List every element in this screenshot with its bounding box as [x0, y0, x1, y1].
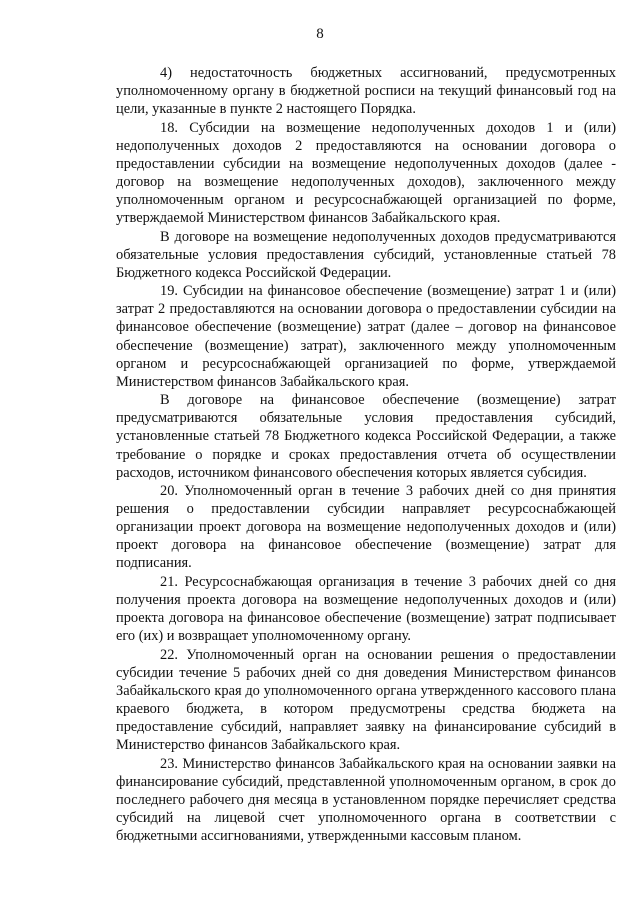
- paragraph-clause-22: 22. Уполномоченный орган на основании решения о предоставлении субсидии течение 5 рабочих дней со дня доведения Министерством финансов Забайкальского края до уполномоченного органа утвержденного кассового плана краевого бюджета, в котором предусмотрены средства бюджета на предоставление субсидий, направляет заявку на финансирование субсидий в Министерство финансов Забайкальского края.: [116, 646, 616, 754]
- paragraph-clause-19: 19. Субсидии на финансовое обеспечение (возмещение) затрат 1 и (или) затрат 2 предоставляются на основании договора о предоставлении субсидии на финансовое обеспечение (возмещение) затрат (далее – договор на финансовое обеспечение (возмещение) затрат), заключенного между уполномоченным органом и ресурсоснабжающей организацией по форме, утверждаемой Министерством финансов Забайкальского края.: [116, 283, 616, 390]
- document-body: [116, 64, 616, 846]
- paragraph-clause-18: 18. Субсидии на возмещение недополученных доходов 1 и (или) недополученных доходов 2 предоставляются на основании договора о предоставлении субсидии на возмещение недополученных доходов (далее - договор на возмещение недополученных доходов), заключенного между уполномоченным органом и ресурсоснабжающей организацией по форме, утверждаемой Министерством финансов Забайкальского края.: [116, 119, 616, 227]
- paragraph-item-4: 4) недостаточность бюджетных ассигнований, предусмотренных уполномоченному органу в бюджетной росписи на текущий финансовый год на цели, указанные в пункте 2 настоящего Порядка.: [116, 65, 616, 118]
- paragraph-clause-21: 21. Ресурсоснабжающая организация в течение 3 рабочих дней со дня получения проекта договора на возмещение недополученных доходов и (или) проекта договора на финансовое обеспечение (возмещение) затрат подписывает его (их) и возвращает уполномоченному органу.: [116, 573, 616, 645]
- paragraph-clause-20: 20. Уполномоченный орган в течение 3 рабочих дней со дня принятия решения о предоставлении субсидии направляет ресурсоснабжающей организации проект договора на возмещение недополученных доходов и (или) проект договора на финансовое обеспечение (возмещение) затрат для подписания.: [116, 483, 616, 572]
- paragraph-clause-19-conditions: В договоре на финансовое обеспечение (возмещение) затрат предусматриваются обязательные условия предоставления субсидий, установленные статьей 78 Бюджетного кодекса Российской Федерации, а также требование о порядке и сроках предоставления отчета об осуществлении расходов, источником финансового обеспечения которых является субсидия.: [116, 392, 616, 481]
- page-number: 8: [316, 26, 324, 42]
- paragraph-clause-18-conditions: В договоре на возмещение недополученных доходов предусматриваются обязательные условия предоставления субсидий, установленные статьей 78 Бюджетного кодекса Российской Федерации.: [116, 228, 616, 281]
- paragraph-clause-23: 23. Министерство финансов Забайкальского края на основании заявки на финансирование субсидий, представленной уполномоченным органом, в срок до последнего рабочего дня месяца в установленном порядке перечисляет средства субсидий на лицевой счет уполномоченного органа в соответствии с бюджетными ассигнованиями, утвержденными кассовым планом.: [116, 755, 616, 845]
